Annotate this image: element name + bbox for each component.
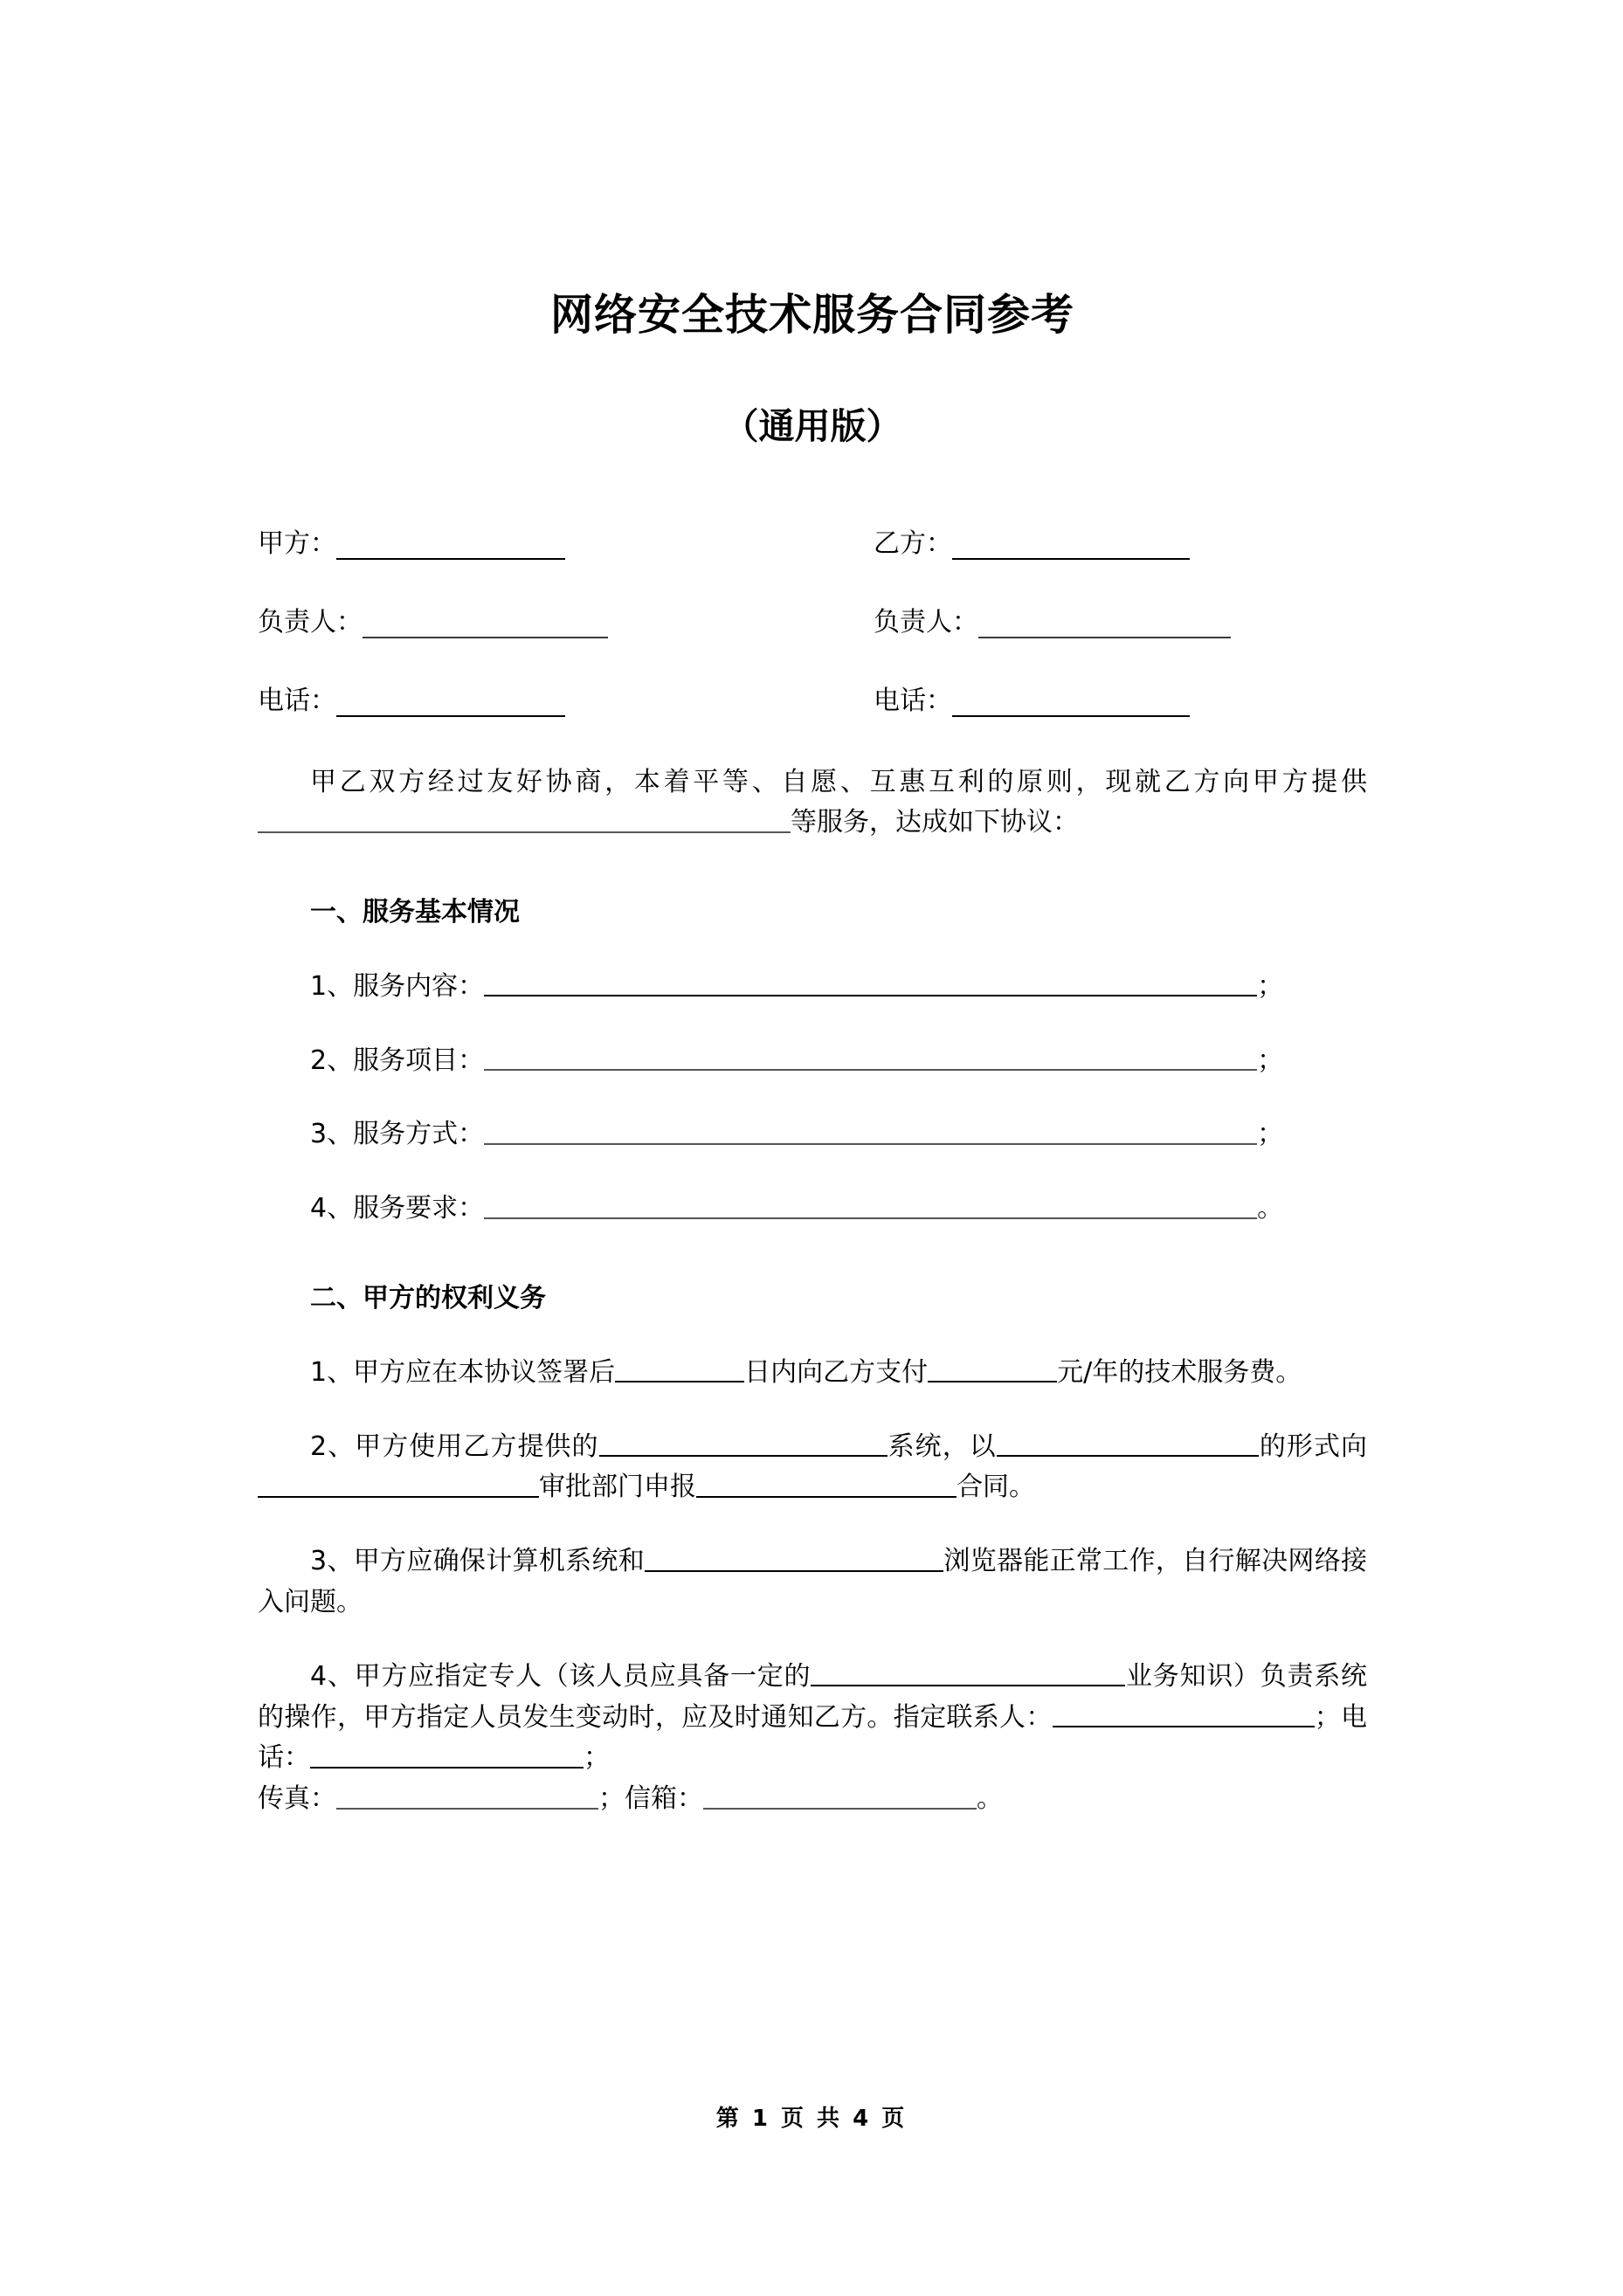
party-b-rep-label: 负责人： xyxy=(874,606,978,638)
contact-phone-input[interactable] xyxy=(310,1741,584,1769)
section-2-heading: 二、甲方的权利义务 xyxy=(310,1283,546,1314)
section-2-item-4 xyxy=(258,1657,1367,1820)
payment-days-input[interactable] xyxy=(615,1355,744,1382)
intro-paragraph xyxy=(258,762,1367,845)
section-1-item-4 xyxy=(258,1189,1367,1230)
party-a-label: 甲方： xyxy=(258,527,336,559)
intro-text-b: 等服务，达成如下协议： xyxy=(791,807,1079,838)
specialist-text-end: 。 xyxy=(977,1783,1003,1815)
browser-text-b: 浏览器能正常工作，自行解决网络接入问题。 xyxy=(258,1546,1368,1618)
section-2-item-2 xyxy=(258,1427,1367,1509)
service-method-label: 3、服务方式： xyxy=(310,1119,485,1150)
contact-person-input[interactable] xyxy=(1053,1700,1315,1727)
specialist-text-a: 4、甲方应指定专人（该人员应具备一定的 xyxy=(310,1660,812,1692)
system-name-input[interactable] xyxy=(599,1429,887,1457)
party-b-field xyxy=(874,528,1363,560)
party-info-block xyxy=(258,518,1367,717)
section-1-heading: 一、服务基本情况 xyxy=(310,897,520,928)
specialist-text-b: 业务知识）负责系统的操作，甲方指定人员发生变动时，应及时通知乙方。指定联系人： xyxy=(258,1660,1368,1733)
specialist-text-d: ； xyxy=(584,1742,610,1774)
contact-fax-input[interactable] xyxy=(336,1782,598,1810)
party-b-rep-input[interactable] xyxy=(978,609,1231,638)
party-a-phone-label: 电话： xyxy=(258,685,336,716)
specialist-text-c: ；电话： xyxy=(258,1701,1368,1774)
intro-service-input[interactable] xyxy=(258,805,791,833)
payment-text-c: 元/年的技术服务费。 xyxy=(1057,1356,1302,1388)
contact-mailbox-input[interactable] xyxy=(703,1782,977,1810)
party-a-rep-label: 负责人： xyxy=(258,606,363,638)
intro-text-a: 甲乙双方经过友好协商，本着平等、自愿、互惠互利的原则，现就乙方向甲方提供 xyxy=(310,766,1367,797)
service-content-label: 1、服务内容： xyxy=(310,970,485,1002)
mailbox-label: ；信箱： xyxy=(598,1783,703,1815)
party-row-phone xyxy=(258,675,1367,717)
document-content xyxy=(258,0,1367,1853)
browser-name-input[interactable] xyxy=(645,1544,943,1572)
approval-dept-input[interactable] xyxy=(258,1470,539,1498)
browser-text-a: 3、甲方应确保计算机系统和 xyxy=(310,1546,646,1577)
page-subtitle: （通用版） xyxy=(722,405,902,448)
service-method-tail: ； xyxy=(1257,1119,1284,1150)
party-b-phone-input[interactable] xyxy=(952,687,1190,717)
service-requirement-input[interactable] xyxy=(484,1191,1257,1219)
party-b-phone-label: 电话： xyxy=(874,685,952,716)
service-project-tail: ； xyxy=(1257,1045,1284,1076)
party-b-phone-field xyxy=(874,686,1363,717)
system-text-d: 审批部门申报 xyxy=(539,1472,696,1503)
party-a-phone-field xyxy=(258,686,694,717)
section-1-item-1 xyxy=(258,967,1367,1008)
service-requirement-label: 4、服务要求： xyxy=(310,1193,485,1224)
party-b-input[interactable] xyxy=(952,530,1190,560)
payment-text-a: 1、甲方应在本协议签署后 xyxy=(310,1356,616,1388)
party-a-rep-field xyxy=(258,607,694,638)
party-row-representative xyxy=(258,596,1367,638)
party-a-phone-input[interactable] xyxy=(336,687,565,717)
payment-amount-input[interactable] xyxy=(928,1355,1057,1382)
contract-type-input[interactable] xyxy=(696,1470,957,1498)
section-2-item-1 xyxy=(258,1353,1367,1394)
system-text-c: 的形式向 xyxy=(1258,1431,1368,1462)
system-text-b: 系统，以 xyxy=(887,1431,997,1462)
section-1-item-3 xyxy=(258,1114,1367,1155)
party-b-label: 乙方： xyxy=(874,527,952,559)
service-method-input[interactable] xyxy=(484,1117,1257,1145)
party-a-input[interactable] xyxy=(336,530,565,560)
party-b-rep-field xyxy=(874,607,1363,638)
service-project-input[interactable] xyxy=(484,1043,1257,1071)
service-content-tail: ； xyxy=(1257,970,1284,1002)
payment-text-b: 日内向乙方支付 xyxy=(744,1356,929,1388)
page-footer: 第 1 页 共 4 页 xyxy=(715,2106,908,2132)
specialist-skill-input[interactable] xyxy=(811,1658,1125,1686)
page-title: 网络安全技术服务合同参考 xyxy=(549,290,1074,340)
fax-label: 传真： xyxy=(258,1783,336,1815)
section-2-item-3 xyxy=(258,1541,1367,1624)
party-a-rep-input[interactable] xyxy=(363,609,608,638)
system-text-e: 合同。 xyxy=(957,1472,1035,1503)
service-requirement-tail: 。 xyxy=(1257,1193,1284,1224)
section-1-item-2 xyxy=(258,1041,1367,1082)
party-a-field xyxy=(258,528,694,560)
service-project-label: 2、服务项目： xyxy=(310,1045,485,1076)
system-text-a: 2、甲方使用乙方提供的 xyxy=(310,1431,599,1462)
service-content-input[interactable] xyxy=(484,969,1257,996)
party-row-company xyxy=(258,518,1367,560)
system-form-input[interactable] xyxy=(997,1429,1259,1457)
